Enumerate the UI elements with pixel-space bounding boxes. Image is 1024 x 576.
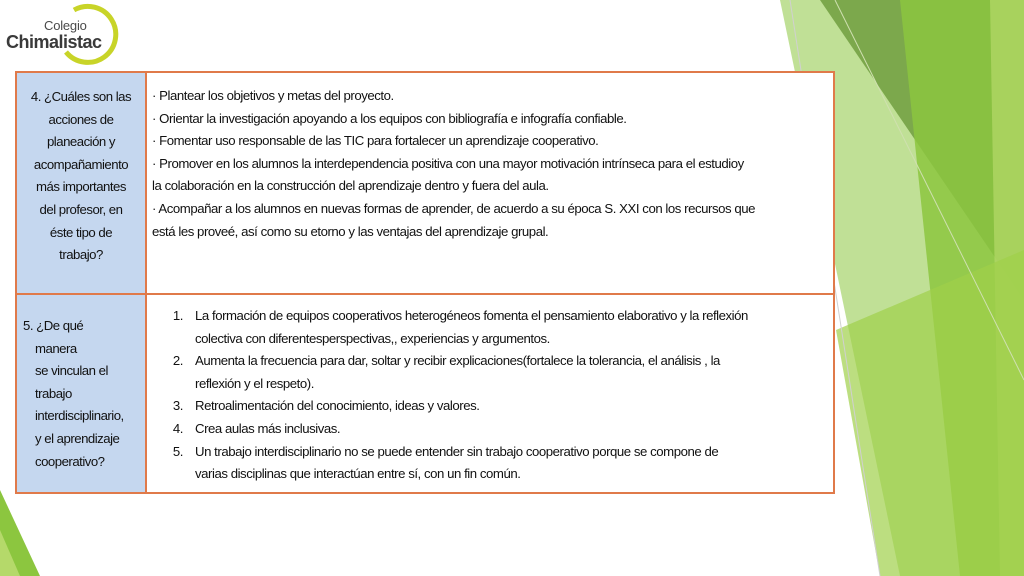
list-number: 3. (172, 398, 183, 414)
logo-text-small: Colegio (44, 18, 87, 33)
answer-line: · Plantear los objetivos y metas del proyecto. (152, 88, 394, 103)
list-text: varias disciplinas que interactúan entre sí, con un fin común. (195, 466, 521, 482)
logo (4, 2, 122, 68)
answer-line: · Promover en los alumnos la interdependencia positiva con una mayor motivación intrínseca para el estudioy (152, 155, 744, 171)
answer-line: la colaboración en la construcción del aprendizaje dentro y fuera del aula. (152, 178, 549, 194)
answer-line: · Fomentar uso responsable de las TIC para fortalecer un aprendizaje cooperativo. (152, 133, 599, 149)
list-number: 5. (172, 443, 183, 459)
list-item (147, 418, 829, 441)
answer-line: está les proveé, así como su etorno y las ventajas del aprendizaje grupal. (152, 223, 549, 239)
question-line: acompañamiento (33, 156, 129, 172)
question-line: trabajo? (59, 247, 103, 263)
answer-line: · Orientar la investigación apoyando a los equipos con bibliografía e infografía confiable. (152, 110, 627, 126)
question-line: trabajo (35, 385, 72, 401)
question-line: manera (35, 340, 77, 356)
list-text: Crea aulas más inclusivas. (195, 420, 341, 436)
table-row (16, 294, 834, 493)
question-line: del profesor, en (39, 201, 123, 217)
list-text: Un trabajo interdisciplinario no se puede entender sin trabajo cooperativo porque se compone de (195, 443, 719, 459)
list-item (147, 305, 829, 350)
qa-table (15, 71, 835, 494)
question-line: acciones de (48, 111, 114, 127)
answer-cell (146, 294, 834, 493)
list-text: reflexión y el respeto). (195, 375, 314, 391)
table-row (16, 72, 834, 294)
answer-line: · Acompañar a los alumnos en nuevas formas de aprender, de acuerdo a su época S. XXI con los recursos que (152, 200, 755, 216)
question-line: éste tipo de (49, 224, 113, 240)
question-line: se vinculan el (35, 363, 108, 379)
question-line: planeación y (46, 134, 116, 150)
question-cell (16, 72, 146, 294)
question-line: 4. ¿Cuáles son las (30, 89, 132, 104)
question-line: 5. ¿De qué (23, 318, 84, 333)
list-number: 1. (172, 308, 183, 323)
question-line: y el aprendizaje (35, 430, 120, 446)
list-item (147, 395, 829, 418)
list-text: Retroalimentación del conocimiento, ideas y valores. (195, 398, 480, 414)
list-number: 4. (172, 420, 183, 436)
list-item (147, 350, 829, 395)
question-cell (16, 294, 146, 493)
logo-text-big: Chimalistac (6, 32, 102, 52)
question-line: cooperativo? (35, 453, 105, 469)
question-line: más importantes (36, 179, 126, 195)
list-text: La formación de equipos cooperativos heterogéneos fomenta el pensamiento elaborativo y la reflexión (195, 308, 748, 323)
list-number: 2. (172, 353, 183, 369)
answer-cell (146, 72, 834, 294)
list-text: Aumenta la frecuencia para dar, soltar y recibir explicaciones(fortalece la tolerancia, el análisis , la (195, 353, 720, 369)
list-text: colectiva con diferentesperspectivas,, experiencias y argumentos. (195, 330, 550, 346)
question-line: interdisciplinario, (35, 408, 124, 424)
list-item (147, 441, 829, 486)
